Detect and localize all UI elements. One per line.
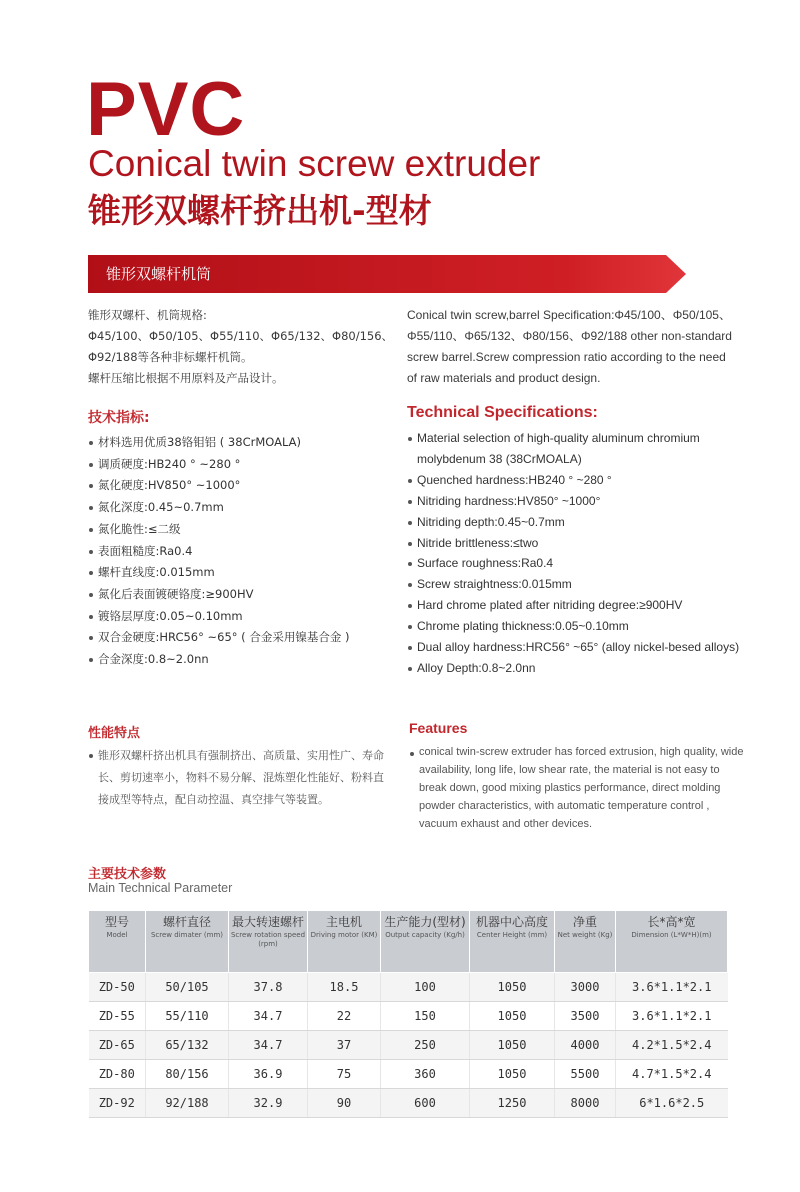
table-row xyxy=(89,1060,728,1089)
table-cell: 65/132 xyxy=(146,1031,229,1060)
intro-chinese xyxy=(88,305,408,389)
title-pvc: PVC xyxy=(86,67,246,152)
column-header: 长*高*宽 Dimension (L*W*H)(m) xyxy=(616,911,728,973)
table-cell: 18.5 xyxy=(308,973,381,1002)
spec-item: 氮化脆性:≤二级 xyxy=(88,519,408,541)
table-cell: 8000 xyxy=(555,1089,616,1118)
spec-item: Alloy Depth:0.8~2.0nn xyxy=(407,658,742,679)
spec-item: Dual alloy hardness:HRC56° ~65° (alloy nickel-besed alloys) xyxy=(407,637,742,658)
table-header-row xyxy=(89,911,728,973)
spec-item: Quenched hardness:HB240 ° ~280 ° xyxy=(407,470,742,491)
features-text: 锥形双螺杆挤出机具有强制挤出、高质量、实用性广、寿命长、剪切速率小，物料不易分解、混炼塑化性能好、粉料直接成型等特点，配自动控温、真空排气等装置。 xyxy=(88,745,388,811)
column-header: 生产能力(型材) Output capacity (Kg/h) xyxy=(381,911,470,973)
params-heading-english: Main Technical Parameter xyxy=(88,881,233,895)
table-cell: 3000 xyxy=(555,973,616,1002)
table-cell: 4.2*1.5*2.4 xyxy=(616,1031,728,1060)
title-english: Conical twin screw extruder xyxy=(88,143,541,184)
table-cell: 55/110 xyxy=(146,1002,229,1031)
spec-item: 调质硬度:HB240 ° ~280 ° xyxy=(88,454,408,476)
table-cell: 3.6*1.1*2.1 xyxy=(616,1002,728,1031)
table-cell: 1050 xyxy=(470,1060,555,1089)
table-cell: ZD-80 xyxy=(89,1060,146,1089)
features-heading-english: Features xyxy=(409,720,468,736)
intro-en-line: Conical twin screw,barrel Specification:Φ45/100、Φ50/105、 xyxy=(407,308,731,322)
spec-item: Nitride brittleness:≤two xyxy=(407,533,742,554)
spec-item: 材料选用优质38铬钼铝 ( 38CrMOALA) xyxy=(88,432,408,454)
spec-item: Hard chrome plated after nitriding degree:≥900HV xyxy=(407,595,742,616)
table-cell: 4.7*1.5*2.4 xyxy=(616,1060,728,1089)
spec-item: 螺杆直线度:0.015mm xyxy=(88,562,408,584)
intro-english xyxy=(407,305,732,389)
spec-item: Material selection of high-quality aluminum chromium molybdenum 38 (38CrMOALA) xyxy=(407,428,742,470)
spec-item: 双合金硬度:HRC56° ~65° ( 合金采用镍基合金 ) xyxy=(88,627,408,649)
table-cell: 360 xyxy=(381,1060,470,1089)
spec-item: 表面粗糙度:Ra0.4 xyxy=(88,541,408,563)
intro-cn-line: 锥形双螺杆、机筒规格: xyxy=(88,308,207,322)
column-header: 机器中心高度 Center Height (mm) xyxy=(470,911,555,973)
features-heading-chinese: 性能特点 xyxy=(88,726,141,741)
table-row xyxy=(89,1031,728,1060)
features-chinese xyxy=(88,745,388,811)
table-cell: 1050 xyxy=(470,1002,555,1031)
intro-cn-line: 螺杆压缩比根据不用原料及产品设计。 xyxy=(88,371,284,385)
table-cell: ZD-50 xyxy=(89,973,146,1002)
spec-item: Chrome plating thickness:0.05~0.10mm xyxy=(407,616,742,637)
table-cell: 1250 xyxy=(470,1089,555,1118)
features-text: conical twin-screw extruder has forced extrusion, high quality, wide availability, long life, low shear rate, the material is not easy to break down, good mixing plastics performance, direct molding powder characteristics, with automatic temperature control , vacuum exhaust and other devices. xyxy=(409,743,749,833)
table-row xyxy=(89,1002,728,1031)
table-row xyxy=(89,973,728,1002)
intro-cn-line: Φ92/188等各种非标螺杆机筒。 xyxy=(88,350,253,364)
spec-list-chinese xyxy=(88,432,408,671)
spec-heading-chinese: 技术指标: xyxy=(88,410,150,426)
spec-item: 氮化深度:0.45~0.7mm xyxy=(88,497,408,519)
spec-item: Nitriding hardness:HV850° ~1000° xyxy=(407,491,742,512)
table-cell: 36.9 xyxy=(229,1060,308,1089)
table-cell: 80/156 xyxy=(146,1060,229,1089)
spec-item: Surface roughness:Ra0.4 xyxy=(407,553,742,574)
table-cell: 34.7 xyxy=(229,1031,308,1060)
parameter-table xyxy=(88,910,728,1118)
table-cell: 92/188 xyxy=(146,1089,229,1118)
table-cell: 600 xyxy=(381,1089,470,1118)
column-header: 净重 Net weight (Kg) xyxy=(555,911,616,973)
table-cell: 32.9 xyxy=(229,1089,308,1118)
column-header: 型号 Model xyxy=(89,911,146,973)
spec-item: Screw straightness:0.015mm xyxy=(407,574,742,595)
table-cell: ZD-65 xyxy=(89,1031,146,1060)
spec-item: 氮化硬度:HV850° ~1000° xyxy=(88,475,408,497)
table-cell: 1050 xyxy=(470,1031,555,1060)
intro-cn-line: Φ45/100、Φ50/105、Φ55/110、Φ65/132、Φ80/156、 xyxy=(88,329,394,343)
intro-en-line: of raw materials and product design. xyxy=(407,371,601,385)
table-cell: 37 xyxy=(308,1031,381,1060)
spec-heading-english: Technical Specifications: xyxy=(407,404,598,421)
banner-label: 锥形双螺杆机筒 xyxy=(106,265,212,283)
table-cell: 50/105 xyxy=(146,973,229,1002)
table-cell: 34.7 xyxy=(229,1002,308,1031)
spec-item: 合金深度:0.8~2.0nn xyxy=(88,649,408,671)
table-cell: 5500 xyxy=(555,1060,616,1089)
table-cell: ZD-55 xyxy=(89,1002,146,1031)
table-row xyxy=(89,1089,728,1118)
table-cell: 250 xyxy=(381,1031,470,1060)
intro-en-line: Φ55/110、Φ65/132、Φ80/156、Φ92/188 other non-standard xyxy=(407,329,732,343)
table-cell: 100 xyxy=(381,973,470,1002)
table-cell: 3.6*1.1*2.1 xyxy=(616,973,728,1002)
table-cell: 150 xyxy=(381,1002,470,1031)
title-chinese: 锥形双螺杆挤出机-型材 xyxy=(88,191,432,230)
table-cell: 4000 xyxy=(555,1031,616,1060)
features-english xyxy=(409,743,749,833)
spec-item: 氮化后表面镀硬铬度:≥900HV xyxy=(88,584,408,606)
column-header: 最大转速螺杆 Screw rotation speed (rpm) xyxy=(229,911,308,973)
table-cell: 75 xyxy=(308,1060,381,1089)
table-cell: 6*1.6*2.5 xyxy=(616,1089,728,1118)
section-banner xyxy=(88,255,688,293)
column-header: 主电机 Driving motor (KM) xyxy=(308,911,381,973)
params-heading-chinese: 主要技术参数 xyxy=(88,867,167,882)
table-cell: 37.8 xyxy=(229,973,308,1002)
table-cell: 22 xyxy=(308,1002,381,1031)
table-cell: ZD-92 xyxy=(89,1089,146,1118)
table-cell: 3500 xyxy=(555,1002,616,1031)
table-cell: 90 xyxy=(308,1089,381,1118)
table-cell: 1050 xyxy=(470,973,555,1002)
column-header: 螺杆直径 Screw dimater (mm) xyxy=(146,911,229,973)
intro-en-line: screw barrel.Screw compression ratio according to the need xyxy=(407,350,726,364)
spec-item: Nitriding depth:0.45~0.7mm xyxy=(407,512,742,533)
spec-list-english xyxy=(407,428,742,679)
spec-item: 镀铬层厚度:0.05~0.10mm xyxy=(88,606,408,628)
